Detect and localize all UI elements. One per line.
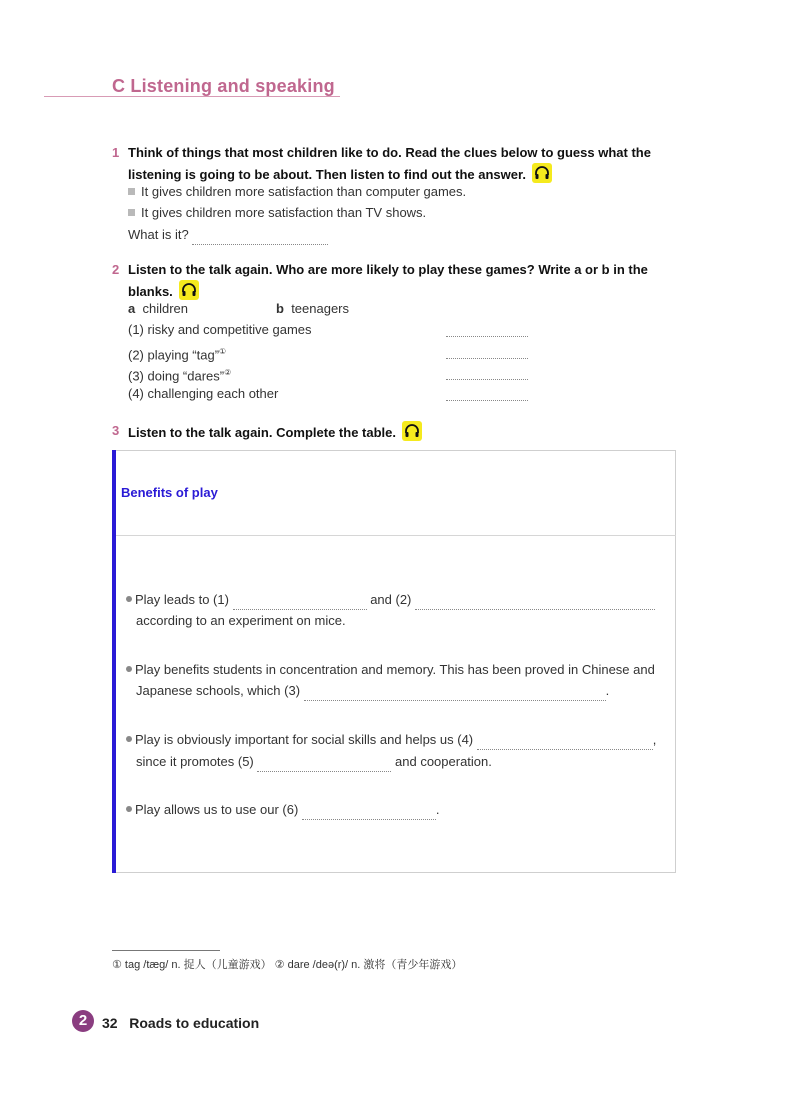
section-title-underline — [44, 96, 340, 97]
benefit-2-line1 — [126, 660, 655, 680]
bullet-dot-icon — [126, 806, 132, 812]
blank-6[interactable] — [302, 805, 436, 820]
q2-option-a-text: children — [142, 301, 188, 316]
q1-line1: Think of things that most children like to do. Read the clues below to guess what the — [128, 145, 651, 160]
q1-line2: listening is going to be about. Then listen to find out the answer. — [128, 167, 526, 182]
benefit-1-text-a: Play leads to (1) — [135, 592, 229, 607]
benefit-4-line1 — [126, 800, 440, 820]
headphones-icon[interactable] — [179, 280, 199, 300]
q2-option-b-letter: b — [276, 301, 284, 316]
q2-item-2-blank[interactable] — [446, 344, 528, 359]
benefit-1-line2: according to an experiment on mice. — [136, 613, 346, 628]
q2-option-a — [128, 299, 188, 319]
blank-4[interactable] — [477, 735, 653, 750]
benefit-2-line2 — [136, 681, 609, 701]
unit-badge: 2 — [72, 1010, 94, 1032]
square-bullet-icon — [128, 188, 135, 195]
blank-5[interactable] — [257, 757, 391, 772]
unit-title: Roads to education — [129, 1015, 260, 1031]
headphones-icon[interactable] — [402, 421, 422, 441]
benefit-1-line1 — [126, 590, 655, 610]
benefits-table-divider — [116, 535, 676, 536]
q2-item-2 — [128, 342, 226, 365]
benefit-3-text-c: and cooperation. — [395, 754, 492, 769]
benefit-2-text-b: Japanese schools, which (3) — [136, 683, 301, 698]
benefit-4-end: . — [435, 802, 440, 817]
footnote: ① tag /tæg/ n. 捉人（儿童游戏） ② dare /deə(r)/ n. 激将（青少年游戏） — [112, 959, 463, 971]
blank-2[interactable] — [415, 595, 655, 610]
page-footer — [102, 1015, 259, 1031]
q1-clue-1-text: It gives children more satisfaction than computer games. — [141, 184, 467, 199]
blank-1[interactable] — [233, 595, 367, 610]
bullet-dot-icon — [126, 666, 132, 672]
q3-number: 3 — [112, 423, 120, 438]
benefit-3-line1 — [126, 730, 656, 750]
q2-item-4-label: (4) challenging each other — [128, 386, 279, 401]
blank-3[interactable] — [304, 686, 606, 701]
q1-what-label: What is it? — [128, 227, 189, 242]
q2-item-3-footnote-mark: ② — [224, 368, 232, 377]
q2-item-1-blank[interactable] — [446, 322, 528, 337]
square-bullet-icon — [128, 209, 135, 216]
q2-item-3-label: (3) doing “dares” — [128, 368, 225, 384]
q2-item-1 — [128, 320, 312, 340]
q1-clue-2 — [128, 203, 426, 223]
q1-clue-1 — [128, 182, 466, 202]
benefit-3-end: , — [652, 732, 657, 747]
q1-number: 1 — [112, 145, 120, 160]
benefit-3-text-a: Play is obviously important for social skills and helps us (4) — [135, 732, 474, 747]
q2-option-b-text: teenagers — [291, 301, 350, 316]
benefits-table-heading: Benefits of play — [121, 485, 218, 500]
page-number: 32 — [102, 1015, 118, 1031]
benefit-3-text-b: since it promotes (5) — [136, 754, 254, 769]
benefit-1-text-b: and (2) — [370, 592, 412, 607]
q1-what — [128, 225, 328, 245]
benefit-4-text-a: Play allows us to use our (6) — [135, 802, 299, 817]
q1-clue-2-text: It gives children more satisfaction than TV shows. — [141, 205, 427, 220]
bullet-dot-icon — [126, 596, 132, 602]
benefit-2-text-a: Play benefits students in concentration and memory. This has been proved in Chinese and — [135, 662, 655, 677]
q2-item-2-footnote-mark: ① — [219, 347, 227, 356]
q2-option-b — [276, 299, 349, 319]
q2-item-3 — [128, 363, 231, 386]
section-title: C Listening and speaking — [112, 76, 335, 96]
q1-answer-blank[interactable] — [192, 230, 328, 245]
q2-item-1-label: (1) risky and competitive games — [128, 322, 312, 337]
headphones-icon[interactable] — [532, 163, 552, 183]
q2-item-4 — [128, 384, 278, 404]
q2-line2: blanks. — [128, 284, 173, 299]
benefit-3-line2 — [136, 752, 492, 772]
bullet-dot-icon — [126, 736, 132, 742]
q2-item-4-blank[interactable] — [446, 386, 528, 401]
q2-option-a-letter: a — [128, 301, 136, 316]
benefits-table-accent-bar — [112, 450, 116, 873]
footnote-rule — [112, 950, 220, 951]
q3-text: Listen to the talk again. Complete the table. — [128, 425, 396, 440]
q2-line1: Listen to the talk again. Who are more likely to play these games? Write a or b in the — [128, 262, 648, 277]
q2-item-2-label: (2) playing “tag” — [128, 347, 220, 363]
q2-item-3-blank[interactable] — [446, 365, 528, 380]
q3-text-wrap — [128, 421, 422, 443]
q2-number: 2 — [112, 262, 120, 277]
benefit-2-end: . — [605, 683, 610, 698]
